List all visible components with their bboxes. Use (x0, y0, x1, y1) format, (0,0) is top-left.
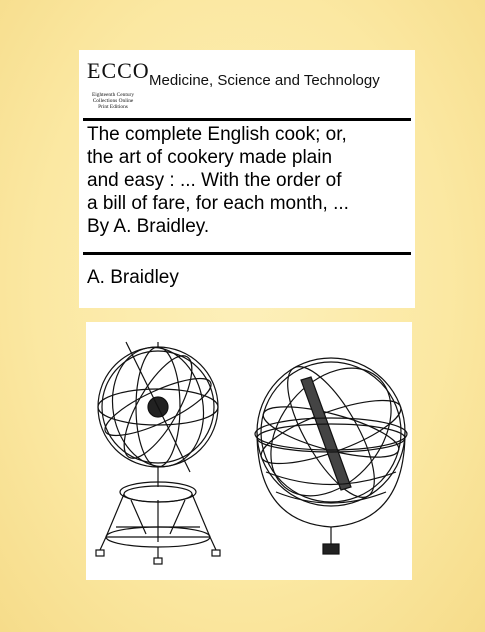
title-line: the art of cookery made plain (87, 147, 333, 168)
ecco-logo-caption-line: Print Editions (98, 104, 128, 110)
title-line: a bill of fare, for each month, ... (87, 193, 349, 214)
header-row (79, 50, 415, 118)
series-label: Medicine, Science and Technology (149, 72, 380, 89)
title-divider (83, 252, 411, 255)
header-divider (83, 118, 411, 121)
left-armillary-sphere (96, 340, 220, 564)
title-line: and easy : ... With the order of (87, 170, 342, 191)
ecco-logo-caption-line: Eighteenth Century (91, 92, 135, 98)
frontispiece-illustration (86, 322, 412, 580)
author-name: A. Braidley (87, 267, 179, 288)
book-title (87, 123, 409, 238)
title-panel (79, 50, 415, 308)
ecco-logo-caption-line: Collections Online (92, 98, 134, 104)
right-armillary-sphere (246, 345, 412, 554)
title-line: By A. Braidley. (87, 216, 210, 237)
title-line: The complete English cook; or, (87, 124, 347, 145)
ecco-logo-mark: ECCO (87, 58, 150, 83)
ecco-logo (85, 56, 150, 114)
armillary-spheres-engraving (86, 322, 412, 580)
